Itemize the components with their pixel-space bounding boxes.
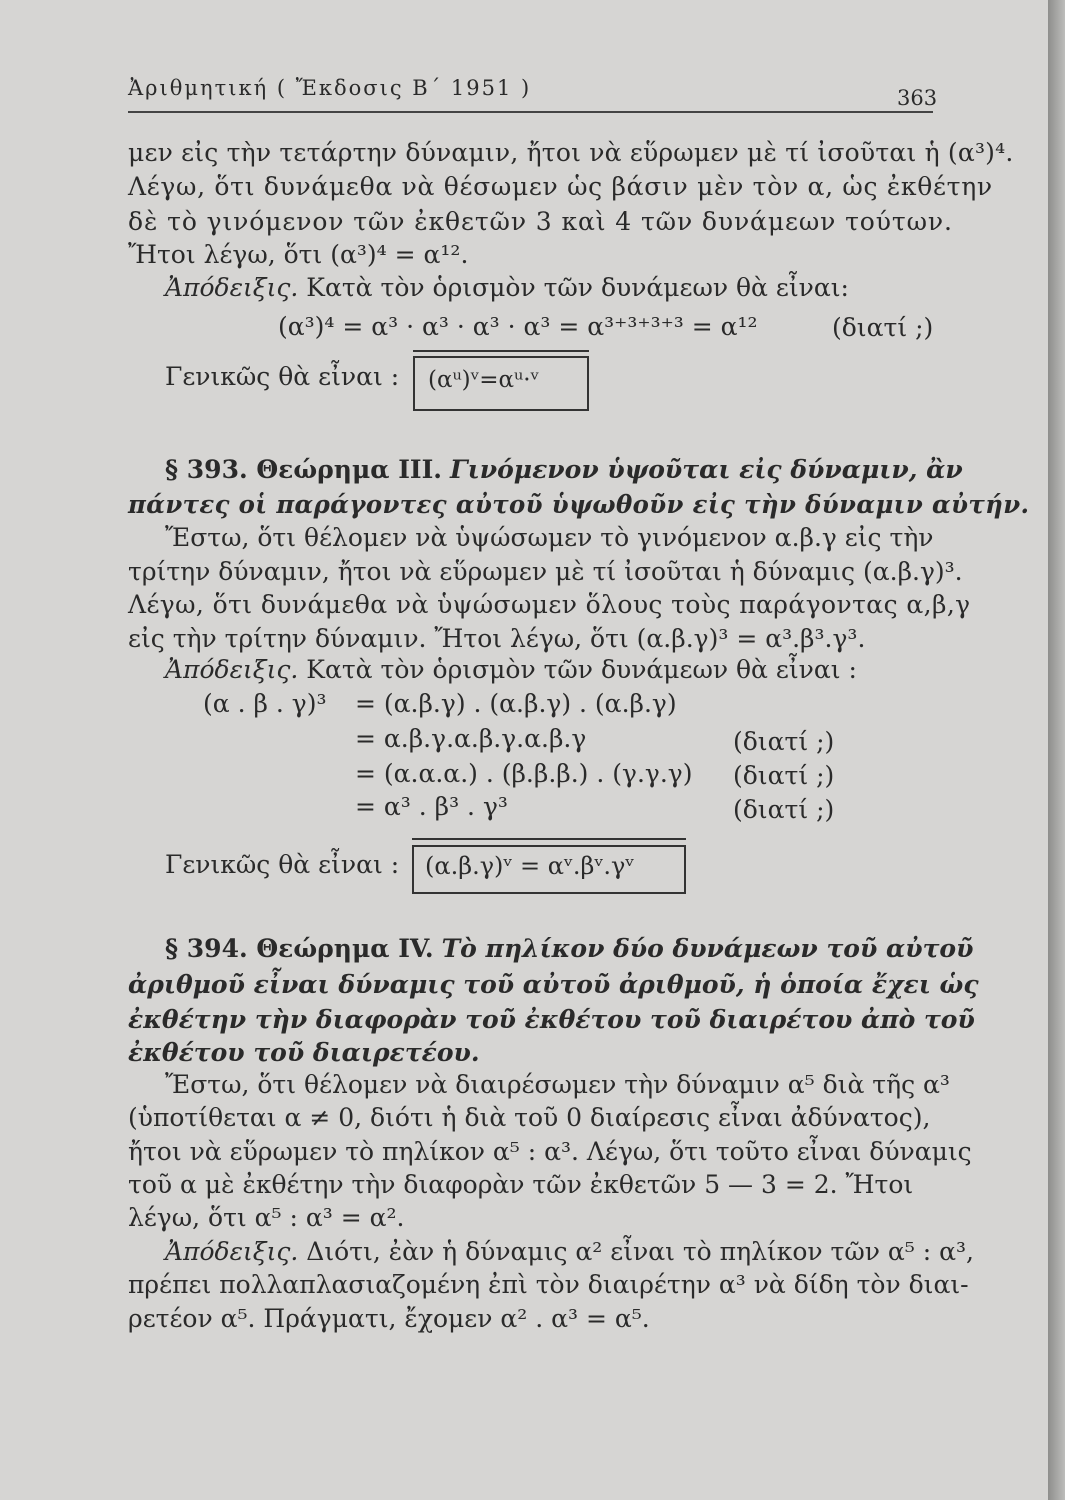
running-title: Ἀριθμητική ( Ἔκδοσις Β΄ 1951 ) [128,76,532,100]
section-393-line [165,455,963,484]
equation-note: (διατί ;) [733,761,835,790]
proof-text: Κατὰ τὸν ὁρισμὸν τῶν δυνάμεων θὰ εἶναι: [306,273,849,302]
boxed-formula: (αᵘ)ᵛ=αᵘ·ᵛ [428,367,540,393]
theorem-statement: ἐκθέτην τὴν διαφορὰν τοῦ ἐκθέτου τοῦ διαιρέτου ἀπὸ τοῦ [128,1005,975,1034]
equation-note: (διατί ;) [733,727,835,756]
text-line: λέγω, ὅτι α⁵ : α³ = α². [128,1203,405,1232]
theorem-statement: Γινόμενον ὑψοῦται εἰς δύναμιν, ἂν [449,455,963,484]
box-top-rule [412,838,686,840]
boxed-formula: (α.β.γ)ᵛ = αᵛ.βᵛ.γᵛ [425,852,635,880]
section-heading: § 394. Θεώρημα IV. [165,934,434,963]
text-line [165,655,857,684]
text-line: τοῦ α μὲ ἐκθέτην τὴν διαφορὰν τῶν ἐκθετῶν 5 — 3 = 2. Ἤτοι [128,1170,914,1199]
theorem-statement: Τὸ πηλίκον δύο δυνάμεων τοῦ αὐτοῦ [441,934,974,963]
section-heading: § 393. Θεώρημα ΙΙΙ. [165,455,442,484]
theorem-statement: πάντες οἱ παράγοντες αὐτοῦ ὑψωθοῦν εἰς τὴν δύναμιν αὐτήν. [128,490,1030,519]
text-line: Ἔστω, ὅτι θέλομεν νὰ διαιρέσωμεν τὴν δύναμιν α⁵ διὰ τῆς α³ [165,1070,950,1099]
equation-note: (διατί ;) [832,313,934,342]
text-line: μεν εἰς τὴν τετάρτην δύναμιν, ἤτοι νὰ εὕρωμεν μὲ τί ἰσοῦται ἡ (α³)⁴. [128,138,1014,167]
text-line: Ἔστω, ὅτι θέλομεν νὰ ὑψώσωμεν τὸ γινόμενον α.β.γ εἰς τὴν [165,523,934,552]
text-line: Λέγω, ὅτι δυνάμεθα νὰ θέσωμεν ὡς βάσιν μὲν τὸν α, ὡς ἐκθέτην [128,172,993,201]
page-number: 363 [897,86,938,110]
text-line: εἰς τὴν τρίτην δύναμιν. Ἤτοι λέγω, ὅτι (α.β.γ)³ = α³.β³.γ³. [128,624,866,653]
general-label: Γενικῶς θὰ εἶναι : [165,362,400,391]
text-line: πρέπει πολλαπλασιαζομένη ἐπὶ τὸν διαιρέτην α³ νὰ δίδη τὸν διαι- [128,1270,969,1299]
text-line: Λέγω, ὅτι δυνάμεθα νὰ ὑψώσωμεν ὅλους τοὺς παράγοντας α,β,γ [128,590,971,619]
page-edge [1048,0,1065,1500]
header-rule [128,111,933,113]
section-394-line [165,934,973,963]
proof-label: Ἀπόδειξις. [165,655,299,684]
text-line: (ὑποτίθεται α ≠ 0, διότι ἡ διὰ τοῦ 0 διαίρεσις εἶναι ἀδύνατος), [128,1103,931,1132]
equation-row: = α³ . β³ . γ³ [355,792,508,821]
equation-row: = α.β.γ.α.β.γ.α.β.γ [355,724,587,753]
general-label: Γενικῶς θὰ εἶναι : [165,850,400,879]
text-line: τρίτην δύναμιν, ἤτοι νὰ εὕρωμεν μὲ τί ἰσοῦται ἡ δύναμις (α.β.γ)³. [128,557,963,586]
proof-text: Διότι, ἐὰν ἡ δύναμις α² εἶναι τὸ πηλίκον τῶν α⁵ : α³, [306,1237,974,1266]
text-line [165,273,849,302]
text-line: ρετέον α⁵. Πράγματι, ἔχομεν α² . α³ = α⁵. [128,1304,650,1333]
proof-text: Κατὰ τὸν ὁρισμὸν τῶν δυνάμεων θὰ εἶναι : [306,655,857,684]
theorem-statement: ἀριθμοῦ εἶναι δύναμις τοῦ αὐτοῦ ἀριθμοῦ, ἡ ὁποία ἔχει ὡς [128,970,979,999]
text-line: δὲ τὸ γινόμενον τῶν ἐκθετῶν 3 καὶ 4 τῶν δυνάμεων τούτων. [128,207,953,236]
text-line [165,1237,974,1266]
text-line: ἤτοι νὰ εὕρωμεν τὸ πηλίκον α⁵ : α³. Λέγω, ὅτι τοῦτο εἶναι δύναμις [128,1137,972,1166]
equation: (α³)⁴ = α³ · α³ · α³ · α³ = α³⁺³⁺³⁺³ = α¹² [278,312,758,341]
box-top-rule [413,350,589,352]
proof-label: Ἀπόδειξις. [165,273,299,302]
equation-row: = (α.α.α.) . (β.β.β.) . (γ.γ.γ) [355,759,693,788]
theorem-statement: ἐκθέτου τοῦ διαιρετέου. [128,1038,480,1067]
equation-note: (διατί ;) [733,795,835,824]
equation-row: = (α.β.γ) . (α.β.γ) . (α.β.γ) [355,689,677,718]
text-line: Ἤτοι λέγω, ὅτι (α³)⁴ = α¹². [128,240,469,269]
equation-lhs: (α . β . γ)³ [203,689,327,718]
proof-label: Ἀπόδειξις. [165,1237,299,1266]
